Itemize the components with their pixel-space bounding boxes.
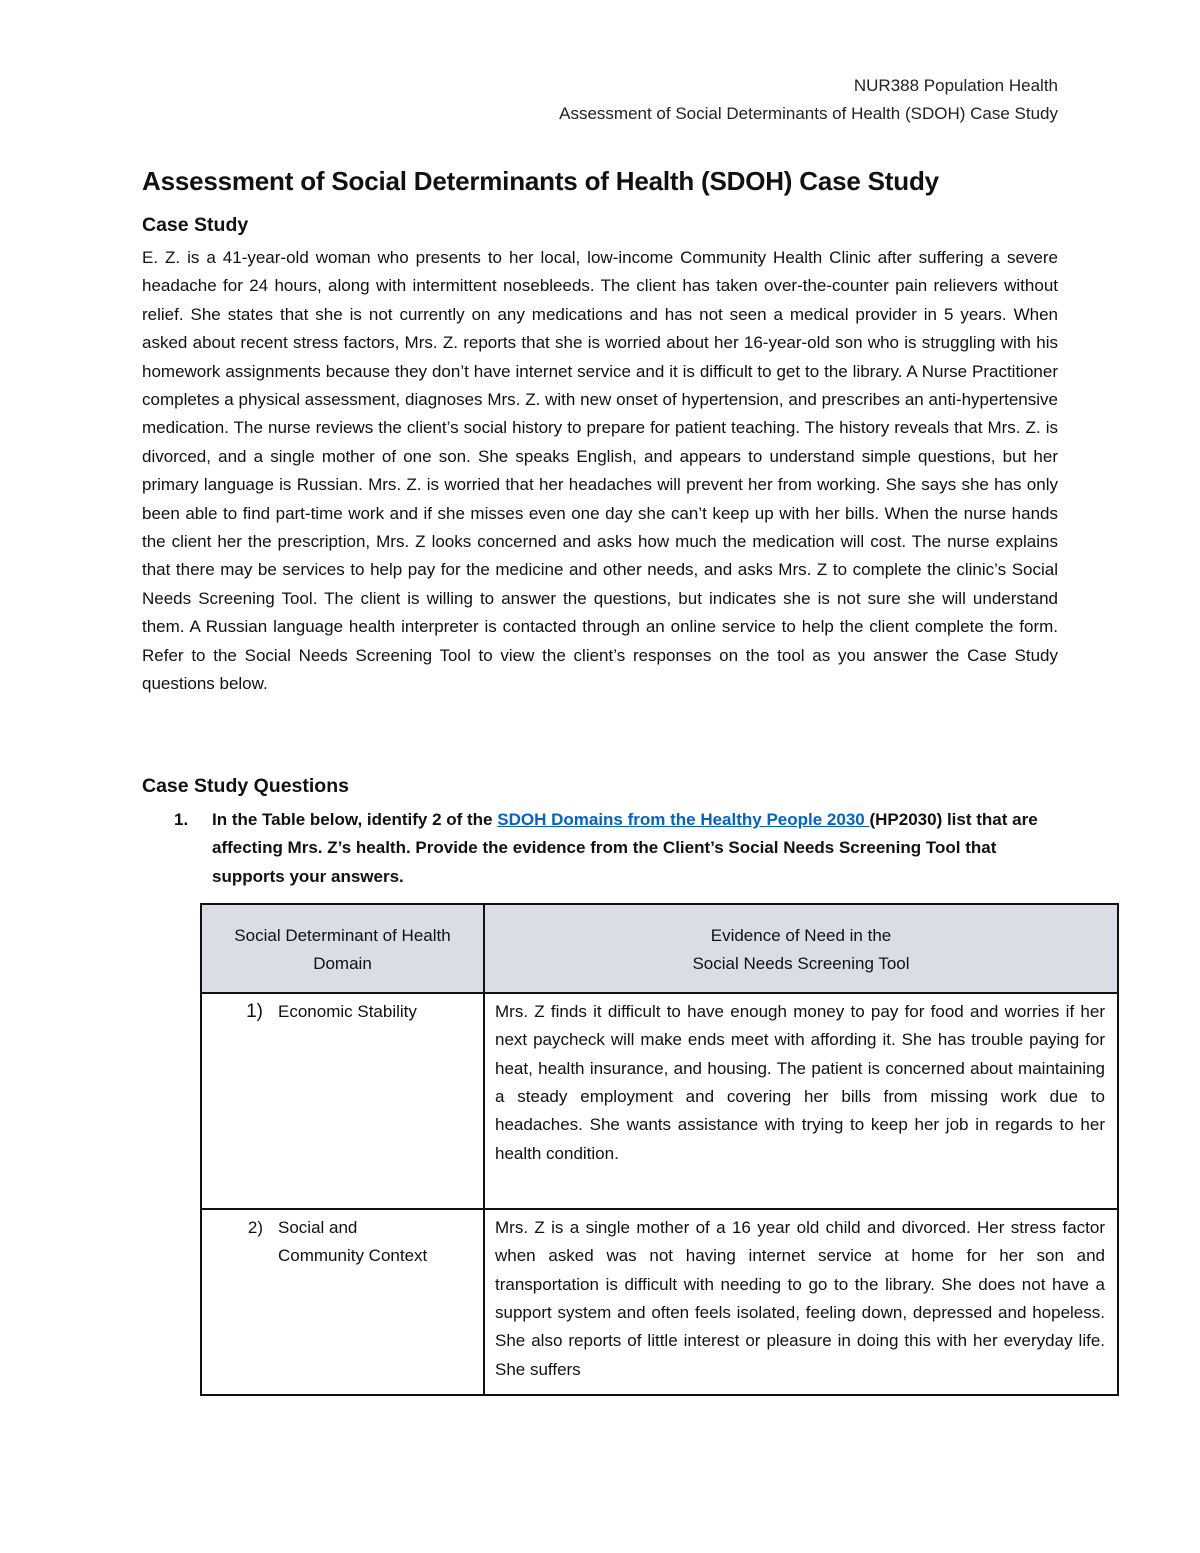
evidence-cell: Mrs. Z finds it difficult to have enough money to pay for food and worries if her next paycheck will make ends meet with affording it. She has trouble paying for heat, health insurance, and housing. The patient is concerned about maintaining a steady employment and covering her bills from missing work due to headaches. She wants assistance with trying to keep her job in regards to her health condition. [484, 993, 1118, 1209]
table-row [201, 1209, 1118, 1395]
question-text-after: (HP2030) list that are affecting Mrs. Z’s health. Provide the evidence from the Client’s Social Needs Screening Tool that supports your answers. [212, 810, 1038, 886]
column-header-domain-line1: Social Determinant of Health [234, 926, 451, 945]
question-text-before: In the Table below, identify 2 of the [212, 810, 498, 829]
running-header [559, 72, 1058, 128]
document-title: Assessment of Social Determinants of Health (SDOH) Case Study [142, 166, 939, 196]
case-study-questions-heading: Case Study Questions [142, 775, 349, 797]
question-number: 1. [174, 810, 189, 829]
column-header-evidence [484, 904, 1118, 993]
sdoh-table [200, 903, 1119, 1396]
evidence-cell: Mrs. Z is a single mother of a 16 year old child and divorced. Her stress factor when asked was not having internet service at home for her son and transportation is difficult with needing to go to the library. She does not have a support system and often feels isolated, feeling down, depressed and hopeless. She also reports of little interest or pleasure in doing this with her everyday life. She suffers [484, 1209, 1118, 1395]
column-header-evidence-line1: Evidence of Need in the [710, 926, 892, 945]
running-header-course: NUR388 Population Health [853, 76, 1058, 95]
domain-cell [201, 993, 484, 1209]
column-header-domain [201, 904, 484, 993]
row-number: 1) [246, 1000, 263, 1022]
domain-cell [201, 1209, 484, 1395]
column-header-evidence-line2: Social Needs Screening Tool [692, 954, 910, 974]
question-text [212, 806, 1058, 891]
sdoh-domains-link[interactable]: SDOH Domains from the Healthy People 2030 [497, 810, 870, 829]
column-header-domain-line2: Domain [313, 954, 372, 974]
table-row [201, 993, 1118, 1209]
domain-name: Economic Stability [278, 1001, 417, 1021]
row-number: 2) [247, 1217, 263, 1237]
running-header-title: Assessment of Social Determinants of Health (SDOH) Case Study [559, 104, 1058, 123]
case-study-heading: Case Study [142, 214, 249, 236]
domain-name: Social and Community Context [278, 1217, 428, 1266]
case-study-paragraph: E. Z. is a 41-year-old woman who presents to her local, low-income Community Health Clinic after suffering a severe headache for 24 hours, along with intermittent nosebleeds. The client has taken over-the-counter pain relievers without relief. She states that she is not currently on any medications and has not seen a medical provider in 5 years. When asked about recent stress factors, Mrs. Z. reports that she is worried about her 16-year-old son who is struggling with his homework assignments because they don’t have internet service and it is difficult to get to the library. A Nurse Practitioner completes a physical assessment, diagnoses Mrs. Z. with new onset of hypertension, and prescribes an anti-hypertensive medication. The nurse reviews the client’s social history to prepare for patient teaching. The history reveals that Mrs. Z. is divorced, and a single mother of one son. She speaks English, and appears to understand simple questions, but her primary language is Russian. Mrs. Z. is worried that her headaches will prevent her from working. She says she has only been able to find part-time work and if she misses even one day she can’t keep up with her bills. When the nurse hands the client her the prescription, Mrs. Z looks concerned and asks how much the medication will cost. The nurse explains that there may be services to help pay for the medicine and other needs, and asks Mrs. Z to complete the clinic’s Social Needs Screening Tool. The client is willing to answer the questions, but indicates she is not sure she will understand them. A Russian language health interpreter is contacted through an online service to help the client complete the form. Refer to the Social Needs Screening Tool to view the client’s responses on the tool as you answer the Case Study questions below. [142, 248, 1058, 694]
table-header-row [201, 904, 1118, 993]
question-1 [142, 806, 1058, 891]
